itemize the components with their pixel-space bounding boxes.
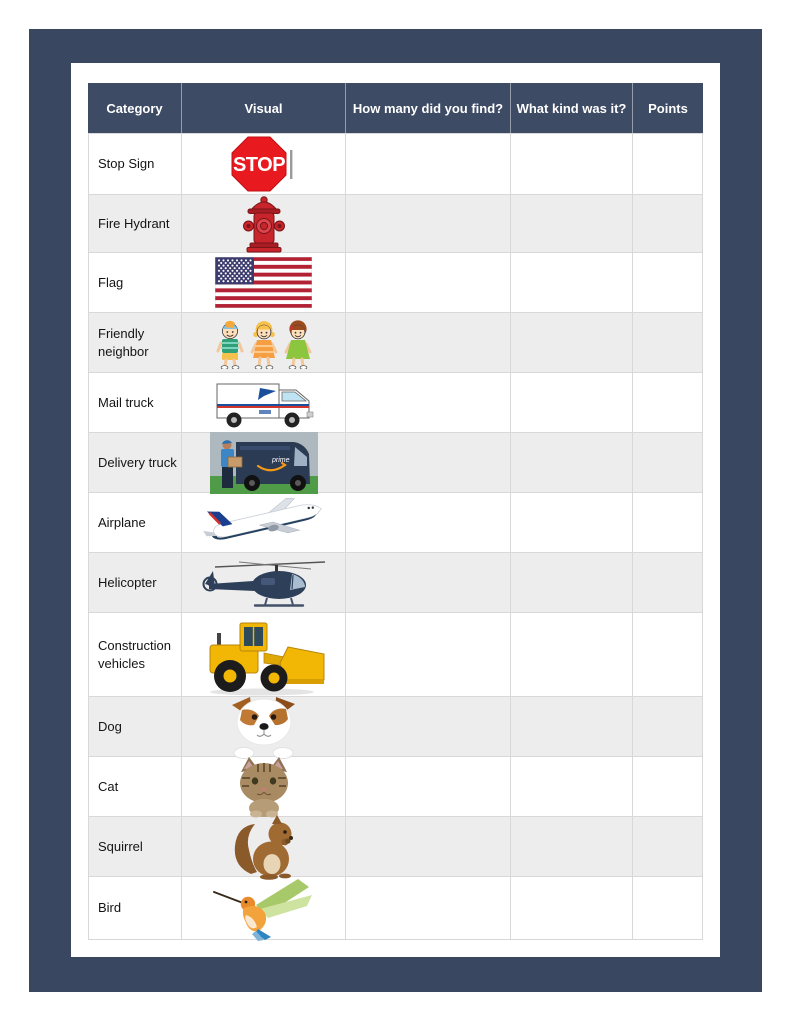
fire-hydrant-icon xyxy=(242,195,286,253)
answer-cell-what-kind[interactable] xyxy=(511,373,633,433)
friendly-neighbors-icon xyxy=(210,317,318,369)
answer-cell-what-kind[interactable] xyxy=(511,553,633,613)
answer-cell-how-many[interactable] xyxy=(346,195,511,253)
category-cell: Helicopter xyxy=(88,553,182,613)
answer-cell-points[interactable] xyxy=(633,195,703,253)
squirrel-icon xyxy=(227,814,301,880)
category-cell: Cat xyxy=(88,757,182,817)
answer-cell-points[interactable] xyxy=(633,253,703,313)
answer-cell-what-kind[interactable] xyxy=(511,133,633,195)
answer-cell-how-many[interactable] xyxy=(346,817,511,877)
category-cell: Construction vehicles xyxy=(88,613,182,697)
header-cell: How many did you find? xyxy=(346,83,511,133)
visual-cell xyxy=(182,493,346,553)
answer-cell-points[interactable] xyxy=(633,757,703,817)
header-cell: Points xyxy=(648,100,688,116)
category-cell: Delivery truck xyxy=(88,433,182,493)
visual-cell xyxy=(182,195,346,253)
answer-cell-what-kind[interactable] xyxy=(511,195,633,253)
answer-cell-how-many[interactable] xyxy=(346,313,511,373)
answer-cell-points[interactable] xyxy=(633,433,703,493)
answer-cell-how-many[interactable] xyxy=(346,253,511,313)
category-cell: Fire Hydrant xyxy=(88,195,182,253)
answer-cell-how-many[interactable] xyxy=(346,697,511,757)
visual-cell xyxy=(182,253,346,313)
answer-cell-points[interactable] xyxy=(633,697,703,757)
table-row xyxy=(88,553,703,613)
answer-cell-points[interactable] xyxy=(633,373,703,433)
visual-cell xyxy=(182,697,346,757)
category-cell: Dog xyxy=(88,697,182,757)
svg-text:STOP: STOP xyxy=(232,153,285,176)
table-row xyxy=(88,697,703,757)
table-row xyxy=(88,313,703,373)
answer-cell-points[interactable] xyxy=(633,493,703,553)
visual-cell xyxy=(182,613,346,697)
wheel-loader-icon xyxy=(200,613,328,697)
answer-cell-points[interactable] xyxy=(633,817,703,877)
answer-cell-what-kind[interactable] xyxy=(511,313,633,373)
answer-cell-points[interactable] xyxy=(633,313,703,373)
visual-cell xyxy=(182,817,346,877)
scavenger-hunt-table xyxy=(88,83,703,940)
text-cursor xyxy=(290,150,292,179)
table-row xyxy=(88,253,703,313)
visual-cell xyxy=(182,313,346,373)
answer-cell-what-kind[interactable] xyxy=(511,697,633,757)
category-cell: Airplane xyxy=(88,493,182,553)
us-flag-icon xyxy=(215,257,312,308)
answer-cell-what-kind[interactable] xyxy=(511,877,633,940)
answer-cell-how-many[interactable] xyxy=(346,373,511,433)
table-row xyxy=(88,133,703,195)
category-cell: Friendly neighbor xyxy=(88,313,182,373)
answer-cell-how-many[interactable] xyxy=(346,553,511,613)
visual-cell xyxy=(182,757,346,817)
answer-cell-how-many[interactable] xyxy=(346,613,511,697)
category-cell: Mail truck xyxy=(88,373,182,433)
visual-cell xyxy=(182,433,346,493)
mail-truck-icon xyxy=(212,374,316,432)
hummingbird-icon xyxy=(208,875,320,941)
stop-sign-icon xyxy=(231,136,297,193)
table-row xyxy=(88,493,703,553)
answer-cell-points[interactable] xyxy=(633,133,703,195)
visual-cell xyxy=(182,877,346,940)
category-cell: Squirrel xyxy=(88,817,182,877)
category-cell: Bird xyxy=(88,877,182,940)
header-cell: What kind was it? xyxy=(511,83,633,133)
airplane-icon xyxy=(199,495,329,551)
answer-cell-what-kind[interactable] xyxy=(511,817,633,877)
answer-cell-points[interactable] xyxy=(633,553,703,613)
answer-cell-what-kind[interactable] xyxy=(511,613,633,697)
delivery-truck-icon xyxy=(210,432,318,494)
answer-cell-points[interactable] xyxy=(633,877,703,940)
table-row xyxy=(88,757,703,817)
header-cell: Category xyxy=(88,83,182,133)
category-cell: Stop Sign xyxy=(88,133,182,195)
answer-cell-what-kind[interactable] xyxy=(511,433,633,493)
svg-text:prime: prime xyxy=(271,456,290,464)
answer-cell-how-many[interactable] xyxy=(346,433,511,493)
table-row xyxy=(88,373,703,433)
table-row xyxy=(88,877,703,940)
table-row xyxy=(88,817,703,877)
visual-cell xyxy=(182,553,346,613)
answer-cell-what-kind[interactable] xyxy=(511,493,633,553)
answer-cell-what-kind[interactable] xyxy=(511,253,633,313)
dog-icon xyxy=(216,695,312,759)
category-cell: Flag xyxy=(88,253,182,313)
helicopter-icon xyxy=(199,554,329,612)
visual-cell xyxy=(182,373,346,433)
answer-cell-how-many[interactable] xyxy=(346,133,511,195)
header-cell: Visual xyxy=(182,83,346,133)
table-row xyxy=(88,195,703,253)
table-body xyxy=(88,133,703,940)
answer-cell-what-kind[interactable] xyxy=(511,757,633,817)
answer-cell-how-many[interactable] xyxy=(346,757,511,817)
table-row xyxy=(88,433,703,493)
table-header-row xyxy=(88,83,703,133)
visual-cell xyxy=(182,133,346,195)
answer-cell-how-many[interactable] xyxy=(346,493,511,553)
answer-cell-points[interactable] xyxy=(633,613,703,697)
table-row xyxy=(88,613,703,697)
cat-icon xyxy=(228,756,300,818)
answer-cell-how-many[interactable] xyxy=(346,877,511,940)
